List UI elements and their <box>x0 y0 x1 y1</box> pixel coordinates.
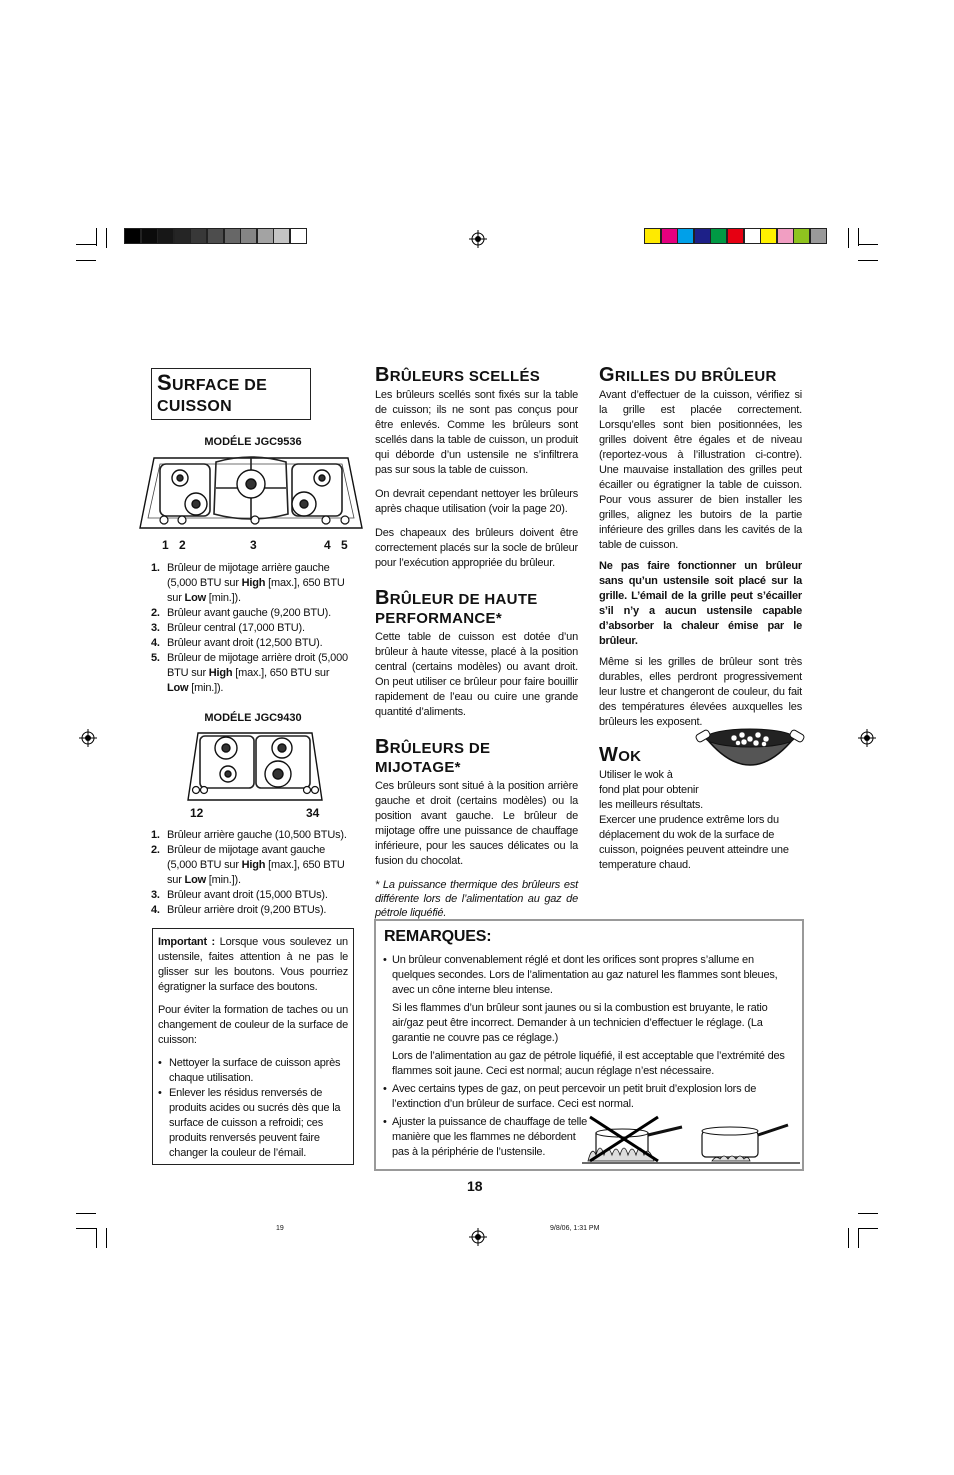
grates-warning: Ne pas faire fonctionner un brûleur sans qu’un ustensile soit placé sur la grille. L’émail de la grille peut s’écailler s’il n’y a aucun ustensile capable d’absorber la chaleur émise par le brûleur. <box>599 560 802 647</box>
cooktop-jgc9536-diagram <box>136 454 366 534</box>
burner-item: 3. Brûleur central (17,000 BTU). <box>151 622 305 634</box>
sealed-burners-heading: BRÛLEURS SCELLÉS <box>375 364 541 386</box>
color-swatch <box>777 228 794 244</box>
column-middle <box>375 366 578 929</box>
wok-text: Utiliser le wok à fond plat pour obtenir les meilleurs résultats. <box>599 769 704 811</box>
model1-burner-list <box>151 561 353 696</box>
pan-flame-illustration <box>582 1113 800 1165</box>
important-bullet: • Enlever les résidus renversés de produits acides ou sucrés dès que la surface de cuisson a refroidi; ces produits renversés peuvent faire changer la couleur de l’émail. <box>158 1086 348 1161</box>
color-swatch <box>190 228 207 244</box>
footer-right: 9/8/06, 1:31 PM <box>550 1225 600 1232</box>
burner-item: 2. Brûleur de mijotage avant gauche (5,000 BTU sur High [max.], 650 BTU sur Low [min.]). <box>151 844 345 886</box>
grates-heading: GRILLES DU BRÛLEUR <box>599 364 777 386</box>
sealed-paragraph: On devrait cependant nettoyer les brûleurs après chaque utilisation (voir la page 20). <box>375 488 578 515</box>
registration-target-icon <box>858 729 876 747</box>
diagram-labels: 1 2 3 4 5 <box>162 538 348 552</box>
color-swatch <box>207 228 224 244</box>
color-swatch <box>257 228 274 244</box>
color-swatch <box>694 228 711 244</box>
burner-item: 2. Brûleur avant gauche (9,200 BTU). <box>151 607 331 619</box>
remark-subparagraph: Si les flammes d’un brûleur sont jaunes ou si la combustion est bruyante, le ratio air/gaz peut être incorrect. Demander à un technicien d’effectuer le réglage. (La garantie ne couvre pas ce réglage.) <box>392 1002 768 1044</box>
color-swatch <box>760 228 777 244</box>
color-swatch <box>727 228 744 244</box>
wok-illustration <box>694 722 806 782</box>
cooktop-jgc9430-diagram <box>186 730 324 804</box>
model-title: MODÉLE JGC9430 <box>204 712 302 724</box>
simmer-burners-heading: BRÛLEURS DE MIJOTAGE* <box>375 736 491 776</box>
model2-burner-list <box>151 828 353 918</box>
high-performance-heading: BRÛLEUR DE HAUTE PERFORMANCE* <box>375 587 538 627</box>
color-swatch <box>793 228 810 244</box>
color-swatch <box>273 228 290 244</box>
sealed-paragraph: Des chapeaux des brûleurs doivent être correctement placés sur la socle de brûleur pour l’exécution appropriée du brûleur. <box>375 527 578 569</box>
color-swatch <box>744 228 761 244</box>
burner-item: 4. Brûleur arrière droit (9,200 BTUs). <box>151 904 327 916</box>
color-swatch <box>810 228 827 244</box>
color-swatch <box>124 228 141 244</box>
color-swatch <box>141 228 158 244</box>
color-swatch <box>710 228 727 244</box>
remarks-title: REMARQUES: <box>384 928 492 945</box>
color-swatch <box>644 228 661 244</box>
high-performance-paragraph: Cette table de cuisson est dotée d’un brûleur à haute vitesse, placé à la position central (certains modèles) ou avant droit. On peut utiliser ce brûleur pour faire bouillir rapidement de l’eau ou cuire une grande quantité d’aliments. <box>375 631 578 718</box>
section-title: SURFACE DE CUISSON <box>157 370 268 415</box>
remark-item: • Ajuster la puissance de chauffage de telle manière que les flammes ne débordent pas à la périphérie de l’ustensile. <box>384 1115 588 1160</box>
registration-target-icon <box>79 729 97 747</box>
color-swatch <box>174 228 191 244</box>
model-title: MODÉLE JGC9536 <box>204 436 302 448</box>
color-swatch <box>240 228 257 244</box>
page-number: 18 <box>467 1178 483 1194</box>
burner-item: 1. Brûleur arrière gauche (10,500 BTUs). <box>151 829 347 841</box>
color-swatch <box>157 228 174 244</box>
wok-heading: WOK <box>599 744 642 766</box>
color-swatch <box>677 228 694 244</box>
color-swatch <box>224 228 241 244</box>
diagram-labels: 12 34 <box>190 806 320 820</box>
section-title-box <box>151 368 311 420</box>
burner-item: 4. Brûleur avant droit (12,500 BTU). <box>151 637 323 649</box>
important-box <box>152 928 354 1165</box>
registration-target-icon <box>469 1228 487 1246</box>
remark-subparagraph: Lors de l’alimentation au gaz de pétrole liquéfié, il est acceptable que l’extrémité des flammes soit jaune. Ceci est normal; aucun réglage n’est nécessaire. <box>392 1050 785 1077</box>
important-text: Lorsque vous soulevez un ustensile, faites attention à ne pas le glisser sur les boutons. Vous pourriez égratigner la surface des boutons. <box>158 936 348 993</box>
important-bullet: • Nettoyer la surface de cuisson après chaque utilisation. <box>158 1056 348 1086</box>
important-paragraph: Pour éviter la formation de taches ou un changement de couleur de la surface de cuisson: <box>158 1004 348 1046</box>
simmer-paragraph: Ces brûleurs sont situé à la position arrière gauche et droit (certains modèles) ou la position avant gauche. Le brûleur de mijotage offre une puissance de chauffage inférieure, pour les sauces délicates ou la fusion du chocolat. <box>375 780 578 867</box>
burner-item: 5. Brûleur de mijotage arrière droit (5,000 BTU sur High [max.], 650 BTU sur Low [min.]). <box>151 652 348 694</box>
important-label: Important : <box>158 936 216 948</box>
column-right <box>599 366 802 882</box>
burner-item: 1. Brûleur de mijotage arrière gauche (5,000 BTU sur High [max.], 650 BTU sur Low [min.]). <box>151 562 345 604</box>
remark-item: • Un brûleur convenablement réglé et dont les orifices sont propres s’allume en quelques secondes. Lors de l’alimentation au gaz naturel les flammes sont bleues, avec un cône interne bleu intense. <box>384 953 790 998</box>
footer-left: 19 <box>276 1225 284 1232</box>
color-swatch <box>661 228 678 244</box>
sealed-paragraph: Les brûleurs scellés sont fixés sur la table de cuisson; ils ne sont pas conçus pour être enlevés. Comme les brûleurs sont scellés dans la table de cuisson, un produit qui déborde d’un ustensile ne s’infiltrera pas sur sous la table de cuisson. <box>375 389 578 476</box>
registration-target-icon <box>469 230 487 248</box>
footnote: * La puissance thermique des brûleurs est différente lors de l’alimentation au gaz de pétrole liquéfié. <box>375 879 578 919</box>
remark-item: • Avec certains types de gaz, on peut percevoir un petit bruit d’explosion lors de l’extinction d’un brûleur de surface. Ceci est normal. <box>384 1082 790 1112</box>
color-swatch <box>290 228 307 244</box>
grates-paragraph: Avant d’effectuer de la cuisson, vérifiez si la grille est placée correctement. Lorsqu’elles sont bien positionnées, les grilles doivent être égales et de niveau (reportez-vous à l’illustration ci-contre). Une mauvaise installation des grilles peut écailler ou égratigner la table de cuisson. Pour vous assurer de bien installer les grilles, alignez les butoirs de la partie inférieure des grilles dans les cavités de la table de cuisson. <box>599 389 802 551</box>
wok-paragraph: Exercer une prudence extrême lors du déplacement du wok de la surface de cuisson, poignées peuvent atteindre une temperature chaud. <box>599 814 789 871</box>
burner-item: 3. Brûleur avant droit (15,000 BTUs). <box>151 889 328 901</box>
grates-paragraph: Même si les grilles de brûleur sont très durables, elles perdront progressivement leur lustre et changeront de couleur, du fait des températures élevées auxquelles les brûleurs les exposent. <box>599 656 802 728</box>
